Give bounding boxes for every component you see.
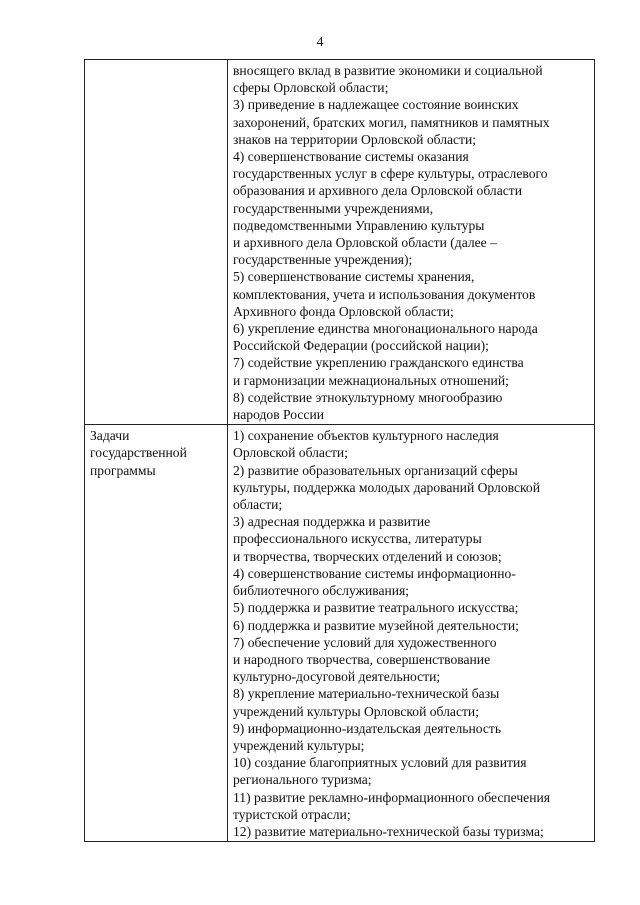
text-line: сферы Орловской области; bbox=[233, 80, 389, 96]
text-line: 4) совершенствование системы информационно- bbox=[233, 565, 516, 581]
text-line: Архивного фонда Орловской области; bbox=[233, 303, 454, 319]
text-line: 6) поддержка и развитие музейной деятельности; bbox=[233, 617, 519, 633]
text-line: 12) развитие материально-технической базы туризма; bbox=[233, 823, 544, 839]
text-line: 5) совершенствование системы хранения, bbox=[233, 269, 475, 285]
text-line: 4) совершенствование системы оказания bbox=[233, 149, 469, 165]
text-line: народов России bbox=[233, 407, 325, 423]
text-line: 8) укрепление материально-технической базы bbox=[233, 686, 500, 702]
row-label-line: Задачи bbox=[90, 428, 130, 444]
text-line: культуры, поддержка молодых дарований Орловской bbox=[233, 479, 540, 495]
table-row bbox=[85, 425, 595, 842]
text-line: комплектования, учета и использования документов bbox=[233, 286, 536, 302]
text-line: подведомственными Управлению культуры bbox=[233, 217, 485, 233]
text-line: области; bbox=[233, 497, 283, 513]
text-line: библиотечного обслуживания; bbox=[233, 583, 410, 599]
text-line: 7) обеспечение условий для художественного bbox=[233, 634, 497, 650]
text-line: вносящего вклад в развитие экономики и социальной bbox=[233, 63, 543, 78]
row-label-line: программы bbox=[90, 462, 156, 478]
text-line: культурно-досуговой деятельности; bbox=[233, 669, 441, 685]
text-line: 3) приведение в надлежащее состояние воинских bbox=[233, 97, 519, 113]
text-line: 9) информационно-издательская деятельность bbox=[233, 720, 502, 736]
text-line: Орловской области; bbox=[233, 445, 348, 461]
text-line: и архивного дела Орловской области (далее – bbox=[233, 235, 497, 251]
page-number: 4 bbox=[316, 35, 324, 50]
text-line: и творчества, творческих отделений и союзов; bbox=[233, 548, 502, 564]
text-line: и гармонизации межнациональных отношений; bbox=[233, 372, 509, 388]
text-line: 11) развитие рекламно-информационного обеспечения bbox=[233, 789, 551, 805]
text-line: туристской отрасли; bbox=[233, 806, 351, 822]
row-content-cell bbox=[228, 60, 595, 425]
text-line: учреждений культуры; bbox=[233, 737, 365, 753]
text-line: государственных услуг в сфере культуры, отраслевого bbox=[233, 166, 548, 182]
text-line: учреждений культуры Орловской области; bbox=[233, 703, 479, 719]
text-line: 7) содействие укреплению гражданского единства bbox=[233, 355, 524, 371]
text-line: 5) поддержка и развитие театрального искусства; bbox=[233, 600, 519, 616]
text-line: знаков на территории Орловской области; bbox=[233, 131, 477, 147]
row-label-cell bbox=[85, 425, 228, 842]
text-line: Российской Федерации (российской нации); bbox=[233, 338, 489, 354]
text-line: 10) создание благоприятных условий для развития bbox=[233, 755, 527, 771]
text-line: регионального туризма; bbox=[233, 772, 372, 788]
text-line: 6) укрепление единства многонационального народа bbox=[233, 321, 538, 337]
text-line: 3) адресная поддержка и развитие bbox=[233, 514, 431, 530]
text-line: 2) развитие образовательных организаций сферы bbox=[233, 462, 518, 478]
text-line: 8) содействие этнокультурному многообразию bbox=[233, 389, 503, 405]
text-line: и народного творчества, совершенствование bbox=[233, 651, 491, 667]
text-line: профессионального искусства, литературы bbox=[233, 531, 482, 547]
text-line: 1) сохранение объектов культурного наследия bbox=[233, 428, 499, 444]
program-table bbox=[84, 59, 595, 842]
text-line: образования и архивного дела Орловской области bbox=[233, 183, 522, 199]
text-line: государственные учреждения); bbox=[233, 252, 413, 268]
text-line: государственными учреждениями, bbox=[233, 200, 434, 216]
row-label-line: государственной bbox=[90, 445, 187, 461]
row-label-cell bbox=[85, 60, 228, 425]
text-line: захоронений, братских могил, памятников и памятных bbox=[233, 114, 550, 130]
row-content-cell bbox=[228, 425, 595, 842]
table-row bbox=[85, 60, 595, 425]
